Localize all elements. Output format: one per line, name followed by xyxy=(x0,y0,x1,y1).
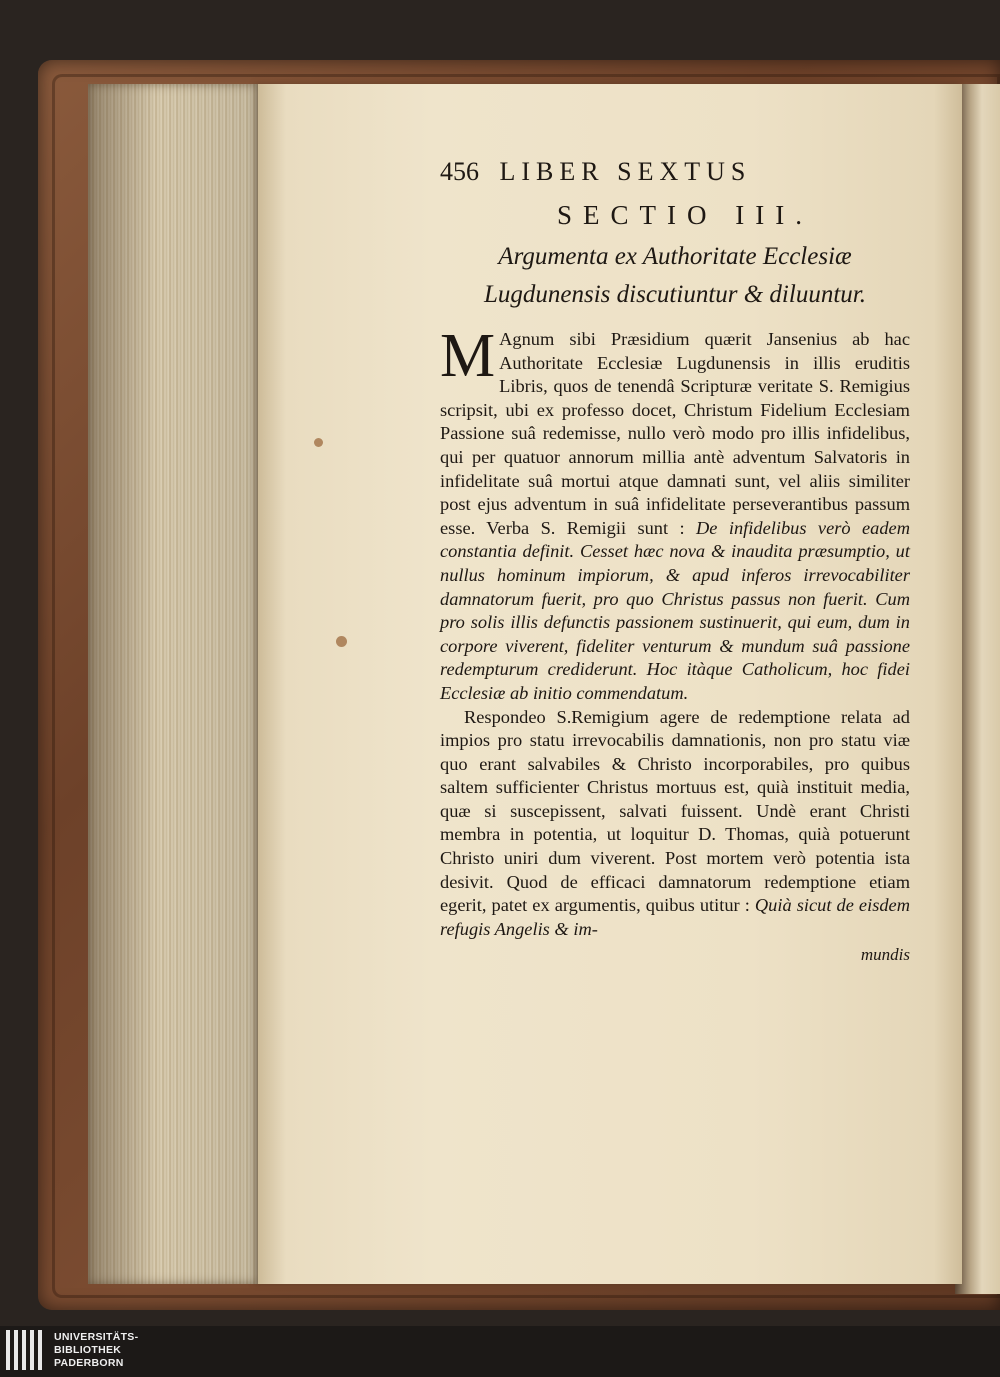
remigius-quote: De infidelibus verò eadem constantia definit. Cesset hæc nova & inaudita præsumptio, ut nullus hominum impiorum, & apud inferos irrevocabiliter damnatorum fuerit, pro quo Christus passus non fuerit. Cum pro solis illis defunctis passionem sustinuerit, qui eum, dum in corpore viverent, fideliter venturum & mundum suâ passione redempturum crediderunt. Hoc itàque Catholicum, hoc fidei Ecclesiæ ab initio commendatum. xyxy=(440,517,910,703)
body-text xyxy=(440,322,910,967)
section-heading: SECTIO III. xyxy=(557,200,813,230)
foxing-spot xyxy=(336,636,347,647)
logo-line-2: BIBLIOTHEK xyxy=(54,1344,122,1356)
paragraph-2 xyxy=(440,706,910,942)
section-title: Argumenta ex Authoritate Ecclesiæ Lugdunensis discutiuntur & diluuntur. xyxy=(484,243,866,308)
logo-line-3: PADERBORN xyxy=(54,1357,124,1369)
running-head-title: LIBER SEXTUS xyxy=(499,157,752,186)
paragraph-1-text: Agnum sibi Præsidium quærit Jansenius ab hac Authoritate Ecclesiæ Lugdunensis in illis eruditis Libris, quos de tenendâ Scripturæ veritate S. Remigius scripsit, ubi ex professo docet, Christum Fidelium Ecclesiam Passione suâ redemisse, nullo verò modo pro illis infidelibus, qui per quatuor annorum millia antè adventum Salvatoris in infidelitate suâ mortui atque damnati sunt, vel aliis similiter post ejus adventum in suâ infidelitate perseverantibus passum esse. Verba S. Remigii sunt : xyxy=(440,329,910,538)
drop-cap: M xyxy=(440,322,496,390)
library-logo-text xyxy=(54,1331,138,1370)
logo-line-1: UNIVERSITÄTS- xyxy=(54,1331,139,1343)
running-head xyxy=(440,150,910,194)
library-footer xyxy=(0,1326,1000,1377)
paragraph-1 xyxy=(440,322,910,706)
paragraph-2-text: Respondeo S.Remigium agere de redemptione relata ad impios pro statu irrevocabilis damnationis, non pro statu viæ quo erant salvabiles & Christo incorporabiles, pro quibus saltem sufficienter Christus mortuus est, quià instituit media, quæ si suscepissent, salvati fuissent. Undè erant Christi membra in potentia, ut loquitur D. Thomas, quià potuerunt Christo uniri dum viverent. Post mortem verò potentia ista desivit. Quod de efficaci damnatorum redemptione etiam egerit, patet ex argumentis, quibus utitur : xyxy=(440,706,910,916)
page-number: 456 xyxy=(440,157,479,186)
library-logo-icon xyxy=(6,1330,48,1370)
page-text xyxy=(440,150,910,967)
catchword: mundis xyxy=(860,945,910,965)
foxing-spot xyxy=(314,438,323,447)
paragraph-2-quote: Quià sicut de eisdem refugis Angelis & im- xyxy=(440,895,910,939)
